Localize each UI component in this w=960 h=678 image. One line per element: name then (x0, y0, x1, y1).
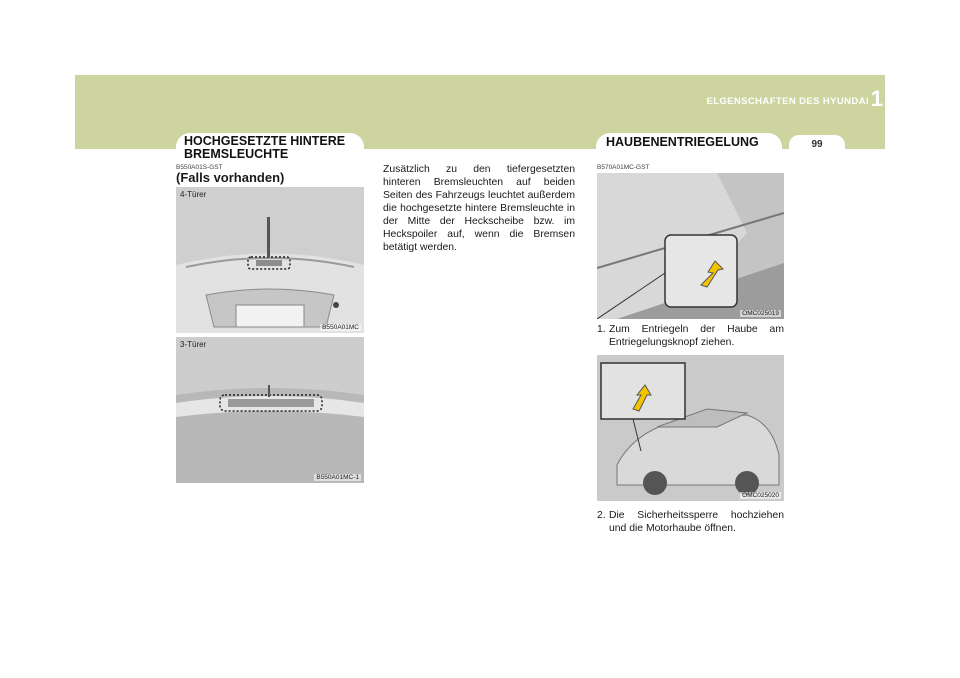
figure-3-door (176, 337, 364, 483)
step-2 (597, 509, 784, 535)
figure-4-door (176, 187, 364, 333)
section-title-line1: HOCHGESETZTE HINTERE (184, 134, 346, 148)
figure-label-3-door: 3-Türer (180, 340, 207, 349)
figure-code-3-door: B550A01MC-1 (316, 474, 359, 481)
chapter-number: 1 (870, 86, 883, 111)
figure-code-safety-latch: OMC025020 (742, 492, 779, 499)
section-code: B550A01S-GST (176, 164, 223, 171)
safety-latch-illustration (597, 355, 784, 501)
step-1 (597, 323, 784, 349)
figure-safety-latch (597, 355, 784, 501)
figure-code-hood-lever: OMC025019 (742, 310, 779, 317)
figure-hood-release-lever (597, 173, 784, 319)
figure-code-4-door: B550A01MC (322, 324, 359, 331)
trunk-4-door-illustration (176, 187, 364, 333)
trunk-3-door-illustration (176, 337, 364, 483)
hood-lever-illustration (597, 173, 784, 319)
brake-light-description: Zusätzlich zu den tiefergesetzten hinteren Bremsleuchten auf beiden Seiten des Fahrzeugs leuchtet außerdem die hochgesetzte hintere Bremsleuchte in der Mitte der Heckscheibe bzw. im Heckspoiler auf, wenn die Bremsen betätigt werden. (383, 164, 575, 253)
section-code-hood: B570A01MC-GST (597, 164, 650, 171)
step-1-text: Zum Entriegeln der Haube am Entriegelungsknopf ziehen. (609, 324, 784, 348)
figure-label-4-door: 4-Türer (180, 190, 207, 199)
section-title-brake-light (176, 133, 364, 167)
subheading: (Falls vorhanden) (176, 170, 285, 185)
page-number: 99 (789, 135, 845, 155)
step-1-number: 1. (597, 324, 606, 335)
chapter-label: ELGENSCHAFTEN DES HYUNDAI (706, 96, 869, 107)
section-title-hood-release: HAUBENENTRIEGELUNG (596, 133, 782, 153)
step-2-number: 2. (597, 510, 606, 521)
step-2-text: Die Sicherheitssperre hochziehen und die Motorhaube öffnen. (609, 510, 784, 534)
section-title-line2: BREMSLEUCHTE (184, 147, 289, 161)
